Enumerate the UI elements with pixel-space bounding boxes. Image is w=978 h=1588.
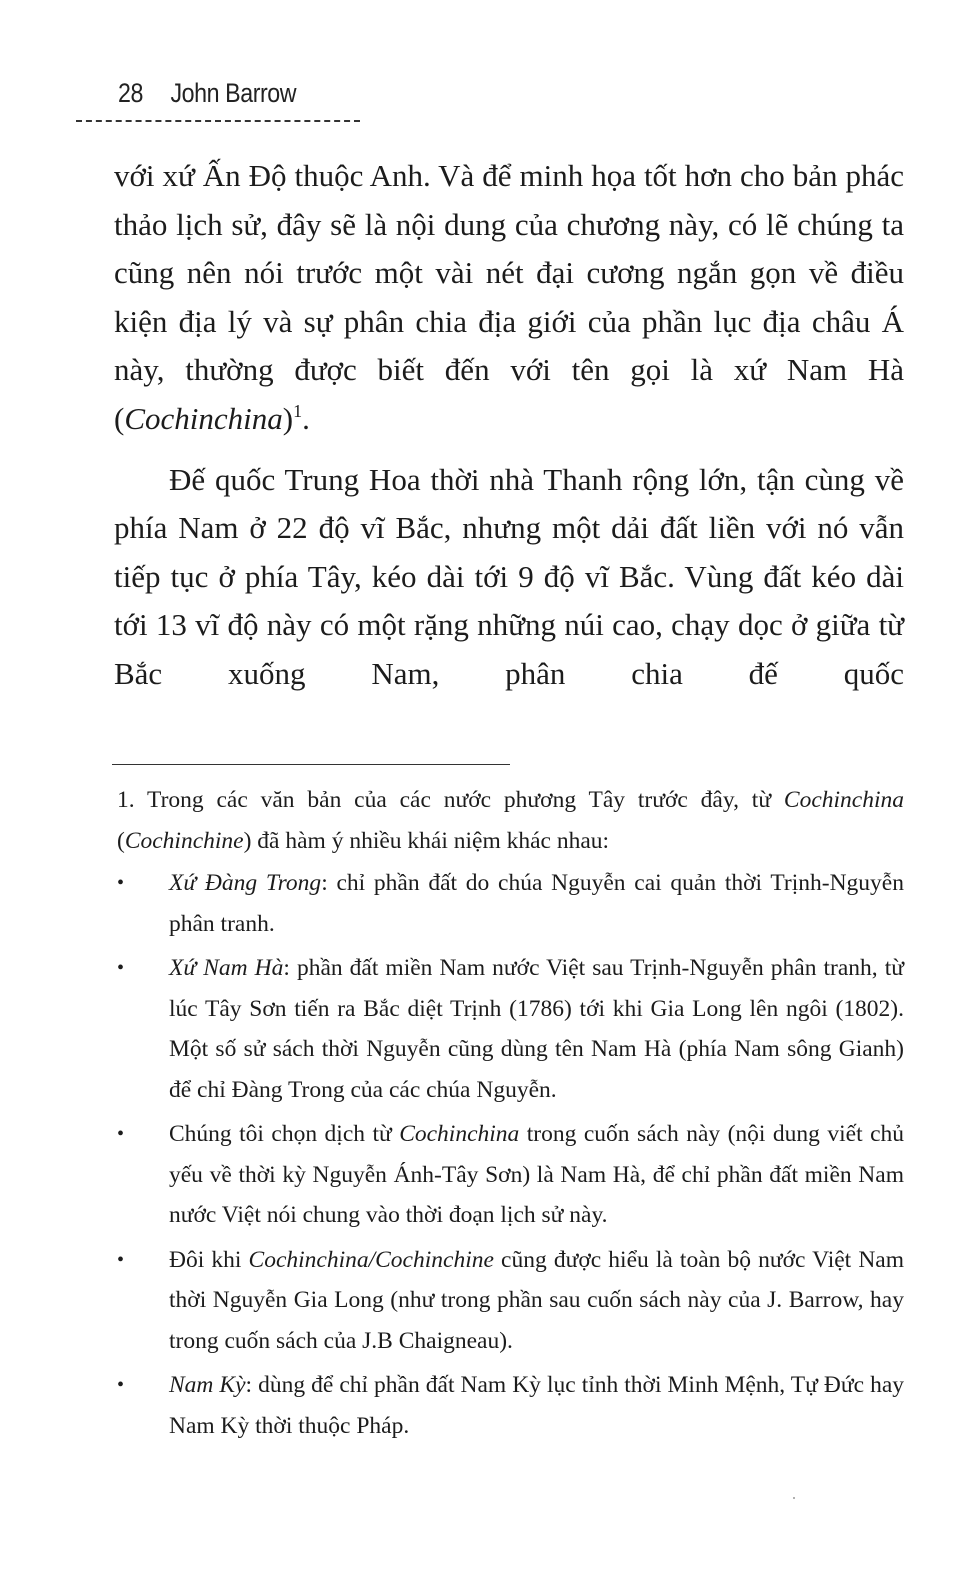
bullet-icon: •: [117, 1248, 125, 1271]
bullet-icon: •: [117, 1374, 125, 1396]
footnote-separator-rule: [112, 764, 510, 765]
footnote-bullet-item: • Chúng tôi chọn dịch từ Cochinchina trong cuốn sách này (nội dung viết chủ yếu về thời kỳ Nguyễn Ánh-Tây Sơn) là Nam Hà, để chỉ phần đất miền Nam nước Việt nói chung vào thời đoạn lịch sử này.: [117, 1114, 904, 1236]
footnote-1-intro: 1. Trong các văn bản của các nước phương Tây trước đây, từ Cochinchina (Cochinchine) đã hàm ý nhiều khái niệm khác nhau:: [117, 787, 904, 854]
page-number: 28: [118, 78, 143, 108]
term-cochinchina: Cochinchina: [124, 400, 283, 436]
footnote-bullet-item: • Xứ Đàng Trong: chỉ phần đất do chúa Nguyễn cai quản thời Trịnh-Nguyễn phân tranh.: [117, 863, 904, 944]
body-paragraph-1: với xứ Ấn Độ thuộc Anh. Và để minh họa tốt hơn cho bản phác thảo lịch sử, đây sẽ là nội dung của chương này, có lẽ chúng ta cũng nên nói trước một vài nét đại cương ngắn gọn về điều kiện địa lý và sự phân chia địa giới của phần lục địa châu Á này, thường được biết đến với tên gọi là xứ Nam Hà (Cochinchina)$^1$.: [114, 158, 904, 436]
footnote-bullet-list: [117, 863, 904, 1446]
body-paragraph-2: Đế quốc Trung Hoa thời nhà Thanh rộng lớn, tận cùng về phía Nam ở 22 độ vĩ Bắc, nhưng một dải đất liền với nó vẫn tiếp tục ở phía Tây, kéo dài tới 9 độ vĩ Bắc. Vùng đất kéo dài tới 13 vĩ độ này có một rặng những núi cao, chạy dọc ở giữa từ Bắc xuống Nam, phân chia đế quốc: [114, 461, 904, 691]
scan-speck: [793, 1497, 795, 1499]
bullet-icon: •: [117, 1123, 125, 1145]
footnote-bullet-item: • Đôi khi Cochinchina/Cochinchine cũng được hiểu là toàn bộ nước Việt Nam thời Nguyễn Gia Long (như trong phần sau cuốn sách này của J. Barrow, hay trong cuốn sách của J.B Chaigneau).: [117, 1240, 904, 1362]
main-body-text: [114, 152, 904, 699]
footnote-bullet-item: • Nam Kỳ: dùng để chỉ phần đất Nam Kỳ lục tỉnh thời Minh Mệnh, Tự Đức hay Nam Kỳ thời thuộc Pháp.: [117, 1365, 904, 1446]
footnote-ref-1[interactable]: 1: [293, 400, 303, 421]
header-dashed-rule: [76, 120, 360, 122]
footnote-bullet-item: • Xứ Nam Hà: phần đất miền Nam nước Việt sau Trịnh-Nguyễn phân tranh, từ lúc Tây Sơn tiến ra Bắc diệt Trịnh (1786) tới khi Gia Long lên ngôi (1802). Một số sử sách thời Nguyễn cũng dùng tên Nam Hà (phía Nam sông Gianh) để chỉ Đàng Trong của các chúa Nguyễn.: [117, 948, 904, 1110]
running-header: [118, 78, 296, 118]
footnote-section: [117, 780, 904, 1446]
running-header-author: John Barrow: [170, 78, 297, 108]
bullet-icon: •: [117, 957, 125, 979]
bullet-icon: •: [117, 872, 125, 894]
